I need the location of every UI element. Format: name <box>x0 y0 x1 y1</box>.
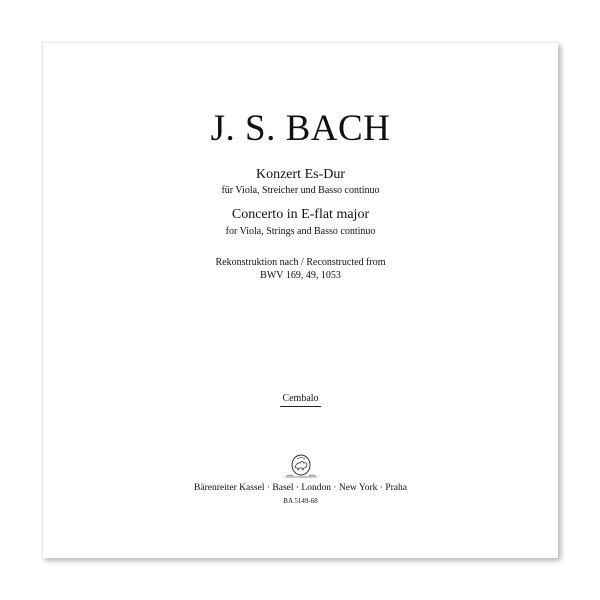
work-subtitle-english: for Viola, Strings and Basso continuo <box>225 226 376 237</box>
bwv-numbers: BWV 169, 49, 1053 <box>260 270 341 281</box>
work-subtitle-german: für Viola, Streicher und Basso continuo <box>221 185 380 196</box>
work-title-english: Concerto in E-flat major <box>231 207 370 222</box>
baerenreiter-bear-logo-icon <box>283 449 319 481</box>
score-cover <box>42 42 558 558</box>
composer-name: J. S. BACH <box>210 108 391 149</box>
reconstruction-note: Rekonstruktion nach / Reconstructed from <box>215 257 386 268</box>
catalog-number: BA 5149-68 <box>283 497 318 505</box>
part-label: Cembalo <box>280 393 320 407</box>
part-name <box>43 393 558 407</box>
publisher-line: Bärenreiter Kassel · Basel · London · New York · Praha <box>194 483 407 493</box>
work-title-german: Konzert Es-Dur <box>255 167 346 182</box>
